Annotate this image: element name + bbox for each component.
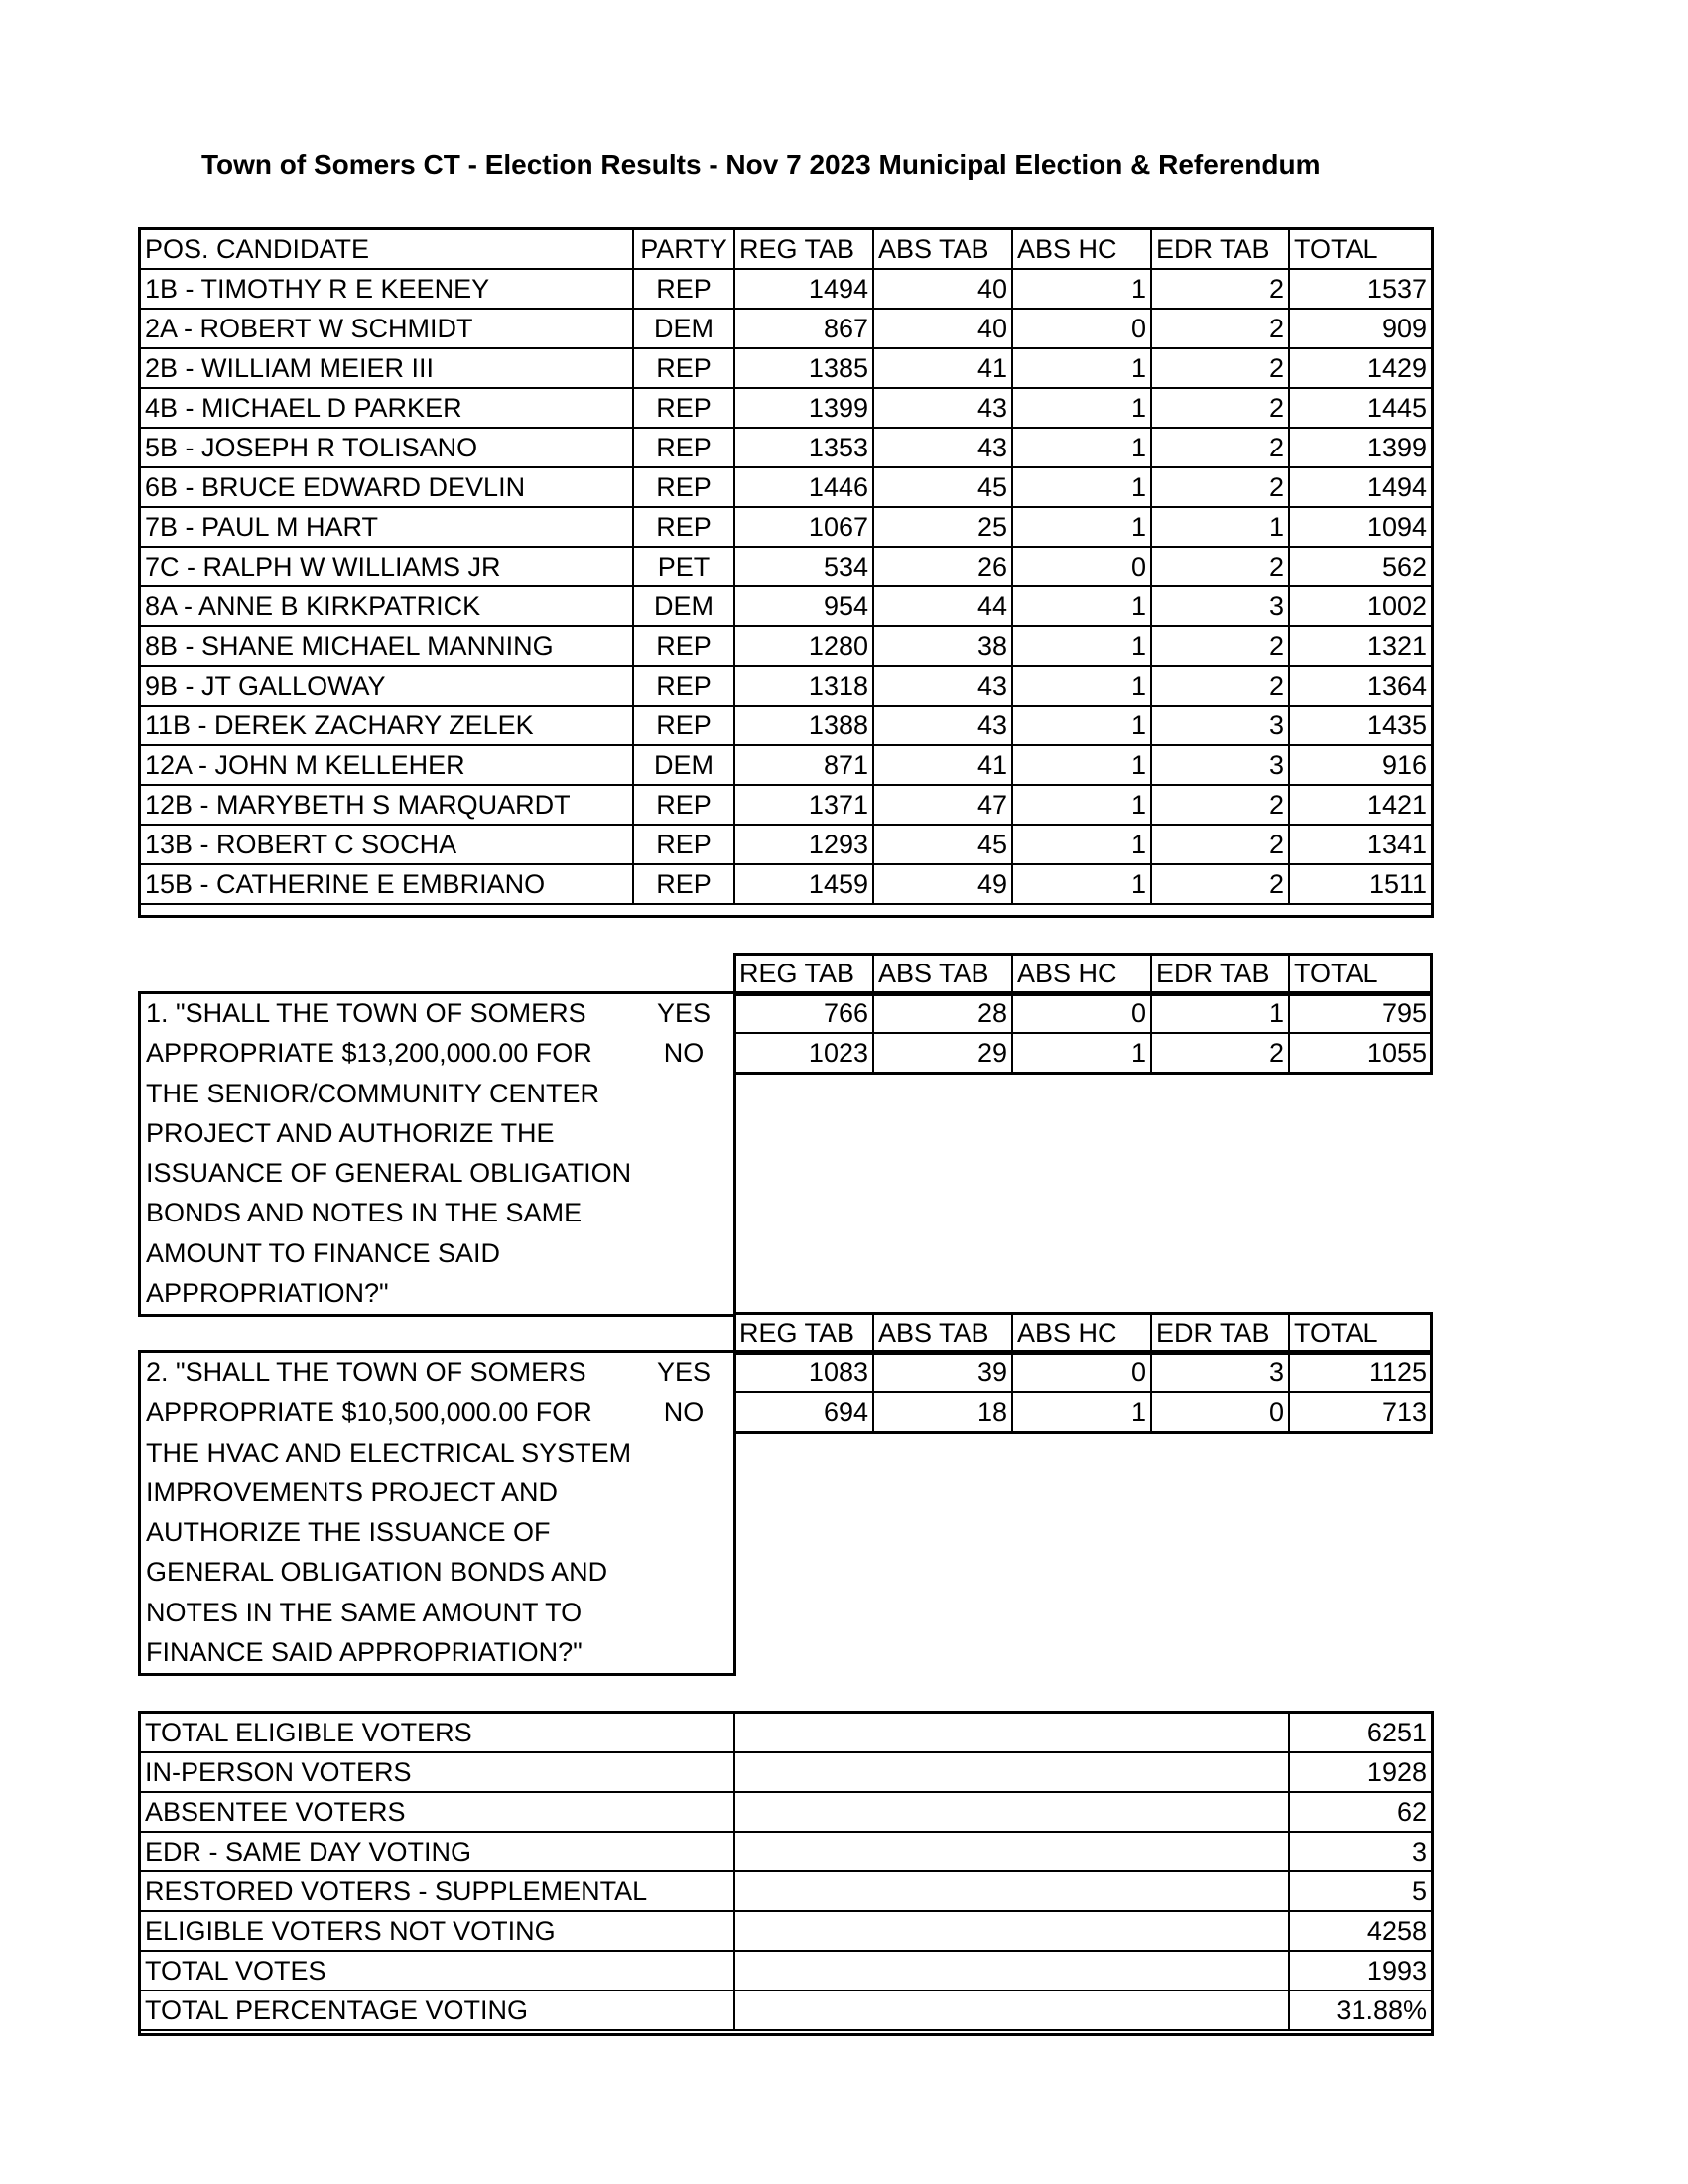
cell-reg-tab: 1388: [734, 706, 873, 745]
cell-edr-tab: 2: [1151, 428, 1289, 467]
cell-reg-tab: 1318: [734, 666, 873, 706]
cell-abs-hc: 1: [1012, 269, 1151, 309]
cell-abs-tab: 40: [873, 309, 1012, 348]
cell-party: REP: [633, 666, 734, 706]
cell-party: DEM: [633, 309, 734, 348]
summary-value: 4258: [1289, 1911, 1432, 1951]
cell-reg-tab: 1494: [734, 269, 873, 309]
ref1-yes-total: 795: [1289, 993, 1432, 1033]
cell-abs-hc: 1: [1012, 825, 1151, 864]
cell-abs-hc: 1: [1012, 745, 1151, 785]
summary-value: 3: [1289, 1832, 1432, 1871]
cell-total: 1421: [1289, 785, 1432, 825]
cell-abs-tab: 47: [873, 785, 1012, 825]
cell-party: REP: [633, 864, 734, 904]
cell-abs-tab: 45: [873, 467, 1012, 507]
ref2-question-text: 2. "SHALL THE TOWN OF SOMERS APPROPRIATE $10,500,000.00 FOR THE HVAC AND ELECTRICAL SYSTEM IMPROVEMENTS PROJECT AND AUTHORIZE THE ISSUANCE OF GENERAL OBLIGATION BONDS AND NOTES IN THE SAME AMOUNT TO FINANCE SAID APPROPRIATION?": [146, 1357, 632, 1668]
cell-candidate: 8A - ANNE B KIRKPATRICK: [140, 586, 633, 626]
cell-edr-tab: 1: [1151, 507, 1289, 547]
summary-label: IN-PERSON VOTERS: [140, 1752, 734, 1792]
cell-edr-tab: 2: [1151, 547, 1289, 586]
cell-total: 1537: [1289, 269, 1432, 309]
cell-total: 1435: [1289, 706, 1432, 745]
summary-label: TOTAL VOTES: [140, 1951, 734, 1991]
table-row: [140, 825, 1432, 864]
cell-reg-tab: 1459: [734, 864, 873, 904]
header-reg-tab: REG TAB: [734, 229, 873, 269]
cell-reg-tab: 1399: [734, 388, 873, 428]
table-row: [140, 666, 1432, 706]
ref2-no-edr: 0: [1151, 1392, 1289, 1432]
candidate-results-table: [139, 228, 1433, 905]
ref1-no-abs: 29: [873, 1033, 1012, 1073]
cell-party: REP: [633, 348, 734, 388]
cell-total: 1321: [1289, 626, 1432, 666]
table-row: [140, 428, 1432, 467]
cell-edr-tab: 2: [1151, 388, 1289, 428]
cell-total: 916: [1289, 745, 1432, 785]
ref2-yes-label: YES: [656, 1357, 712, 1387]
ref2-header-edr-tab: EDR TAB: [1151, 1313, 1289, 1352]
cell-total: 1094: [1289, 507, 1432, 547]
summary-label: EDR - SAME DAY VOTING: [140, 1832, 734, 1871]
cell-abs-hc: 1: [1012, 348, 1151, 388]
summary-value: 31.88%: [1289, 1991, 1432, 2030]
ref1-no-total: 1055: [1289, 1033, 1432, 1073]
ref2-yes-row: [734, 1352, 1432, 1392]
cell-reg-tab: 1293: [734, 825, 873, 864]
cell-reg-tab: 1353: [734, 428, 873, 467]
cell-edr-tab: 3: [1151, 706, 1289, 745]
cell-abs-hc: 1: [1012, 785, 1151, 825]
page-title: Town of Somers CT - Election Results - Nov 7 2023 Municipal Election & Referendum: [201, 149, 1321, 180]
table-row: [140, 348, 1432, 388]
cell-edr-tab: 2: [1151, 864, 1289, 904]
cell-total: 909: [1289, 309, 1432, 348]
cell-candidate: 1B - TIMOTHY R E KEENEY: [140, 269, 633, 309]
table-header-row: [140, 229, 1432, 269]
ref1-no-reg: 1023: [734, 1033, 873, 1073]
referendum1-header: [733, 953, 1433, 994]
ref1-yes-abs: 28: [873, 993, 1012, 1033]
ref2-header-abs-hc: ABS HC: [1012, 1313, 1151, 1352]
cell-party: DEM: [633, 745, 734, 785]
cell-edr-tab: 2: [1151, 626, 1289, 666]
header-party: PARTY: [633, 229, 734, 269]
ref2-header-reg-tab: REG TAB: [734, 1313, 873, 1352]
cell-reg-tab: 534: [734, 547, 873, 586]
cell-edr-tab: 2: [1151, 825, 1289, 864]
cell-party: REP: [633, 428, 734, 467]
cell-total: 1364: [1289, 666, 1432, 706]
cell-abs-tab: 49: [873, 864, 1012, 904]
cell-party: DEM: [633, 586, 734, 626]
cell-abs-hc: 1: [1012, 666, 1151, 706]
cell-abs-hc: 1: [1012, 467, 1151, 507]
table-row: [140, 1832, 1432, 1871]
ref1-header-abs-hc: ABS HC: [1012, 954, 1151, 993]
cell-reg-tab: 1446: [734, 467, 873, 507]
cell-abs-hc: 1: [1012, 626, 1151, 666]
ref1-header-edr-tab: EDR TAB: [1151, 954, 1289, 993]
cell-total: 562: [1289, 547, 1432, 586]
header-edr-tab: EDR TAB: [1151, 229, 1289, 269]
cell-abs-hc: 0: [1012, 547, 1151, 586]
cell-total: 1445: [1289, 388, 1432, 428]
summary-value: 5: [1289, 1871, 1432, 1911]
ref2-header-total: TOTAL: [1289, 1313, 1432, 1352]
cell-reg-tab: 871: [734, 745, 873, 785]
table-row: [140, 388, 1432, 428]
cell-edr-tab: 2: [1151, 309, 1289, 348]
header-abs-tab: ABS TAB: [873, 229, 1012, 269]
table-row: [140, 626, 1432, 666]
cell-abs-tab: 43: [873, 428, 1012, 467]
ref1-yes-edr: 1: [1151, 993, 1289, 1033]
cell-candidate: 13B - ROBERT C SOCHA: [140, 825, 633, 864]
cell-total: 1511: [1289, 864, 1432, 904]
cell-party: REP: [633, 467, 734, 507]
table-row: [140, 586, 1432, 626]
header-total: TOTAL: [1289, 229, 1432, 269]
cell-abs-tab: 25: [873, 507, 1012, 547]
cell-party: REP: [633, 269, 734, 309]
cell-abs-tab: 38: [873, 626, 1012, 666]
cell-edr-tab: 2: [1151, 269, 1289, 309]
summary-label: TOTAL ELIGIBLE VOTERS: [140, 1713, 734, 1752]
table-row: [140, 467, 1432, 507]
cell-abs-tab: 26: [873, 547, 1012, 586]
ref1-yes-reg: 766: [734, 993, 873, 1033]
cell-total: 1494: [1289, 467, 1432, 507]
summary-blank: [734, 1713, 1289, 1752]
table-row: [140, 785, 1432, 825]
cell-abs-hc: 0: [1012, 309, 1151, 348]
table-row: [140, 745, 1432, 785]
ref1-no-abshc: 1: [1012, 1033, 1151, 1073]
summary-blank: [734, 1911, 1289, 1951]
ref1-header-total: TOTAL: [1289, 954, 1432, 993]
cell-reg-tab: 1067: [734, 507, 873, 547]
summary-label: ABSENTEE VOTERS: [140, 1792, 734, 1832]
summary-value: 6251: [1289, 1713, 1432, 1752]
table-row: [140, 547, 1432, 586]
voter-summary-table: [139, 1712, 1433, 2031]
summary-blank: [734, 1792, 1289, 1832]
ref1-yes-abshc: 0: [1012, 993, 1151, 1033]
cell-abs-tab: 41: [873, 745, 1012, 785]
cell-candidate: 5B - JOSEPH R TOLISANO: [140, 428, 633, 467]
cell-edr-tab: 2: [1151, 666, 1289, 706]
cell-reg-tab: 954: [734, 586, 873, 626]
cell-candidate: 11B - DEREK ZACHARY ZELEK: [140, 706, 633, 745]
summary-label: ELIGIBLE VOTERS NOT VOTING: [140, 1911, 734, 1951]
cell-reg-tab: 1371: [734, 785, 873, 825]
ref1-header-reg-tab: REG TAB: [734, 954, 873, 993]
ref2-no-reg: 694: [734, 1392, 873, 1432]
cell-candidate: 7B - PAUL M HART: [140, 507, 633, 547]
cell-party: PET: [633, 547, 734, 586]
table-row: [140, 1752, 1432, 1792]
cell-party: REP: [633, 825, 734, 864]
cell-candidate: 4B - MICHAEL D PARKER: [140, 388, 633, 428]
cell-total: 1429: [1289, 348, 1432, 388]
cell-candidate: 15B - CATHERINE E EMBRIANO: [140, 864, 633, 904]
cell-party: REP: [633, 706, 734, 745]
ref2-no-label: NO: [663, 1397, 705, 1427]
cell-abs-tab: 43: [873, 666, 1012, 706]
cell-candidate: 12A - JOHN M KELLEHER: [140, 745, 633, 785]
cell-edr-tab: 3: [1151, 586, 1289, 626]
cell-abs-tab: 40: [873, 269, 1012, 309]
cell-candidate: 2B - WILLIAM MEIER III: [140, 348, 633, 388]
summary-blank: [734, 1871, 1289, 1911]
summary-label: RESTORED VOTERS - SUPPLEMENTAL: [140, 1871, 734, 1911]
cell-total: 1341: [1289, 825, 1432, 864]
summary-blank: [734, 1752, 1289, 1792]
cell-candidate: 7C - RALPH W WILLIAMS JR: [140, 547, 633, 586]
ref1-no-label: NO: [663, 1038, 705, 1068]
cell-total: 1002: [1289, 586, 1432, 626]
cell-reg-tab: 1280: [734, 626, 873, 666]
cell-abs-tab: 41: [873, 348, 1012, 388]
table-row: [140, 1951, 1432, 1991]
cell-reg-tab: 1385: [734, 348, 873, 388]
cell-abs-tab: 45: [873, 825, 1012, 864]
ref2-yes-edr: 3: [1151, 1352, 1289, 1392]
table-row: [140, 1991, 1432, 2030]
ref2-no-abs: 18: [873, 1392, 1012, 1432]
referendum2-header: [733, 1312, 1433, 1353]
ref2-yes-total: 1125: [1289, 1352, 1432, 1392]
summary-value: 1928: [1289, 1752, 1432, 1792]
cell-candidate: 8B - SHANE MICHAEL MANNING: [140, 626, 633, 666]
cell-edr-tab: 2: [1151, 348, 1289, 388]
cell-abs-tab: 44: [873, 586, 1012, 626]
cell-abs-tab: 43: [873, 706, 1012, 745]
header-abs-hc: ABS HC: [1012, 229, 1151, 269]
ref1-no-edr: 2: [1151, 1033, 1289, 1073]
table-row: [140, 1792, 1432, 1832]
ref2-no-row: [734, 1392, 1432, 1432]
cell-edr-tab: 2: [1151, 785, 1289, 825]
cell-candidate: 2A - ROBERT W SCHMIDT: [140, 309, 633, 348]
referendum1-results: [733, 992, 1433, 1074]
cell-total: 1399: [1289, 428, 1432, 467]
header-candidate: POS. CANDIDATE: [140, 229, 633, 269]
table-row: [140, 1911, 1432, 1951]
ref1-question-text: 1. "SHALL THE TOWN OF SOMERS APPROPRIATE $13,200,000.00 FOR THE SENIOR/COMMUNITY CENTER PROJECT AND AUTHORIZE THE ISSUANCE OF GENERAL OBLIGATION BONDS AND NOTES IN THE SAME AMOUNT TO FINANCE SAID APPROPRIATION?": [146, 998, 632, 1309]
cell-candidate: 6B - BRUCE EDWARD DEVLIN: [140, 467, 633, 507]
cell-party: REP: [633, 785, 734, 825]
summary-value: 1993: [1289, 1951, 1432, 1991]
table-row: [140, 1871, 1432, 1911]
cell-candidate: 9B - JT GALLOWAY: [140, 666, 633, 706]
cell-reg-tab: 867: [734, 309, 873, 348]
summary-blank: [734, 1991, 1289, 2030]
ref2-header-abs-tab: ABS TAB: [873, 1313, 1012, 1352]
cell-abs-hc: 1: [1012, 428, 1151, 467]
ref2-yes-reg: 1083: [734, 1352, 873, 1392]
table-row: [140, 309, 1432, 348]
summary-label: TOTAL PERCENTAGE VOTING: [140, 1991, 734, 2030]
cell-edr-tab: 3: [1151, 745, 1289, 785]
ref1-header-abs-tab: ABS TAB: [873, 954, 1012, 993]
cell-party: REP: [633, 626, 734, 666]
ref1-yes-label: YES: [656, 998, 712, 1028]
cell-abs-hc: 1: [1012, 388, 1151, 428]
ref1-no-row: [734, 1033, 1432, 1073]
table-row: [140, 507, 1432, 547]
ref1-yes-row: [734, 993, 1432, 1033]
cell-abs-tab: 43: [873, 388, 1012, 428]
summary-value: 62: [1289, 1792, 1432, 1832]
summary-blank: [734, 1951, 1289, 1991]
ref2-no-total: 713: [1289, 1392, 1432, 1432]
table-row: [140, 864, 1432, 904]
cell-abs-hc: 1: [1012, 507, 1151, 547]
cell-edr-tab: 2: [1151, 467, 1289, 507]
table-row: [140, 1713, 1432, 1752]
ref2-no-abshc: 1: [1012, 1392, 1151, 1432]
cell-abs-hc: 1: [1012, 586, 1151, 626]
summary-blank: [734, 1832, 1289, 1871]
table-row: [140, 269, 1432, 309]
ref2-yes-abshc: 0: [1012, 1352, 1151, 1392]
referendum2-results: [733, 1351, 1433, 1433]
cell-candidate: 12B - MARYBETH S MARQUARDT: [140, 785, 633, 825]
cell-abs-hc: 1: [1012, 706, 1151, 745]
cell-abs-hc: 1: [1012, 864, 1151, 904]
cell-party: REP: [633, 507, 734, 547]
cell-party: REP: [633, 388, 734, 428]
ref2-yes-abs: 39: [873, 1352, 1012, 1392]
table-row: [140, 706, 1432, 745]
